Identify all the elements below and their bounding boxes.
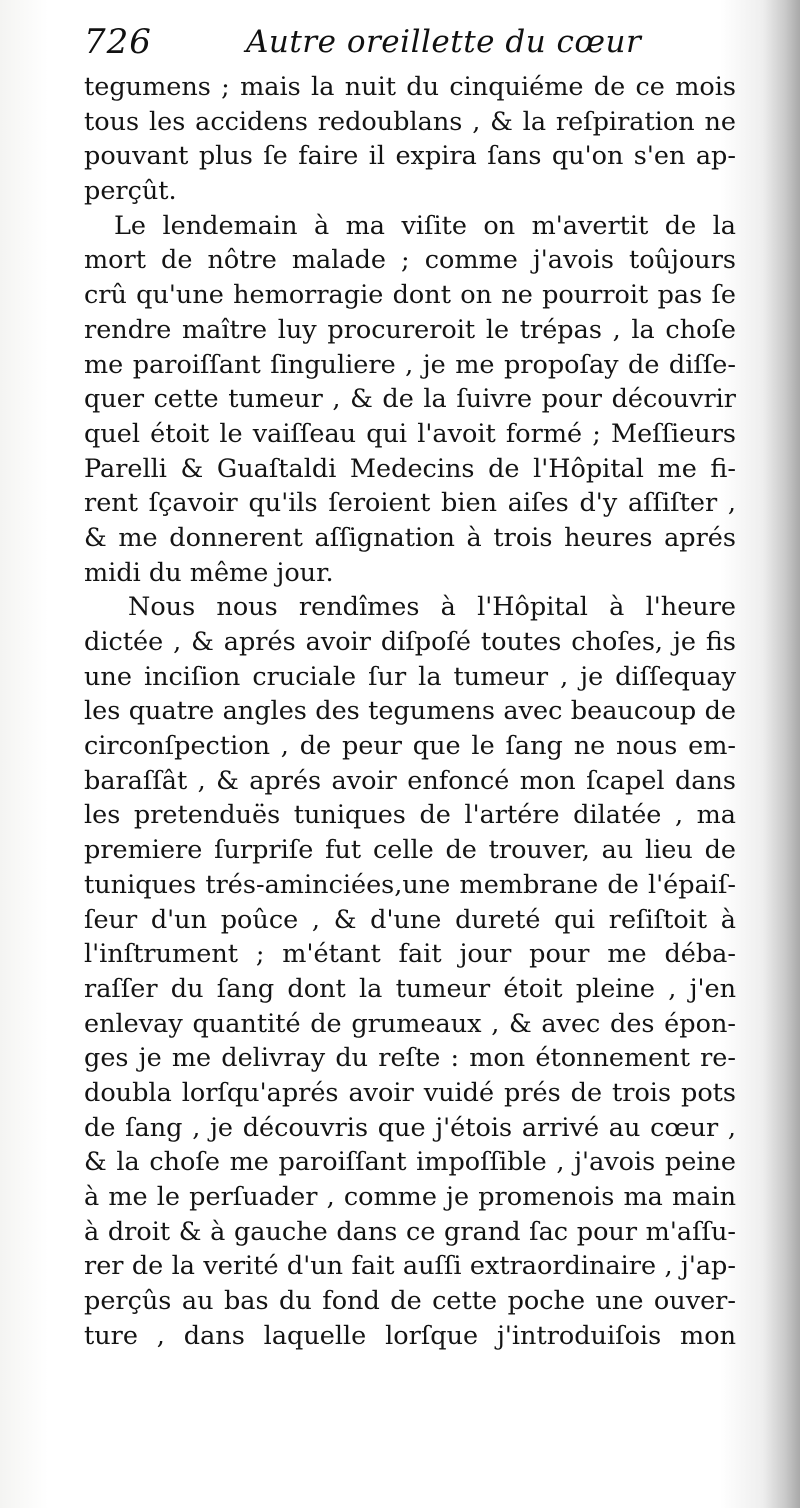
running-title: Autre oreillette du cœur: [246, 24, 642, 60]
text-line: tegumens ; mais la nuit du cinquiéme de ce mois: [84, 72, 736, 102]
text-line: crû qu'une hemorragie dont on ne pourroit pas ſe: [84, 280, 736, 311]
text-line: tous les accidens redoublans , & la reſpiration ne: [84, 106, 736, 137]
text-line: les quatre angles des tegumens avec beaucoup de: [84, 696, 736, 727]
page-header: [84, 22, 744, 72]
text-line: doubla lorſqu'aprés avoir vuidé prés de trois pots: [84, 1077, 736, 1108]
text-line: pouvant plus ſe faire il expira ſans qu'on s'en ap-: [84, 141, 736, 172]
paragraph-start-line: Le lendemain à ma viſite on m'avertit de la: [114, 210, 736, 241]
text-line: ture , dans laquelle lorſque j'introduiſois mon: [84, 1320, 736, 1351]
text-line: ges je me delivray du reſte : mon étonnement re-: [84, 1043, 736, 1074]
text-line: premiere ſurpriſe fut celle de trouver, au lieu de: [84, 835, 736, 866]
text-line: Parelli & Guaſtaldi Medecins de l'Hôpital me fi-: [84, 453, 736, 484]
text-line: perçût.: [84, 176, 177, 207]
text-line: & me donnerent aſſignation à trois heures aprés: [84, 522, 736, 553]
text-line: une inciſion cruciale ſur la tumeur , je diſſequay: [84, 661, 736, 692]
text-line: circonſpection , de peur que le ſang ne nous em-: [84, 731, 736, 762]
text-line: midi du même jour.: [84, 557, 334, 588]
text-line: & la choſe me paroiſſant impoſſible , j'avois peine: [84, 1147, 736, 1178]
text-line: tuniques trés-aminciées,une membrane de l'épaiſ-: [84, 869, 736, 900]
text-line: raſſer du ſang dont la tumeur étoit pleine , j'en: [84, 973, 736, 1004]
text-line: à me le perſuader , comme je promenois ma main: [84, 1182, 736, 1212]
text-line: dictée , & aprés avoir diſpoſé toutes choſes, je fis: [84, 627, 736, 657]
body-text: [84, 70, 736, 1353]
text-line: rer de la verité d'un fait auſſi extraordinaire , j'ap-: [84, 1251, 736, 1282]
text-line: me paroiſſant ſinguliere , je me propoſay de diſſe-: [84, 349, 736, 380]
page-number: 726: [84, 22, 152, 62]
text-line: baraſſât , & aprés avoir enfoncé mon ſcapel dans: [84, 765, 736, 796]
text-line: ſeur d'un poûce , & d'une dureté qui reſiſtoit à: [84, 904, 736, 935]
text-line: perçûs au bas du fond de cette poche une ouver-: [84, 1286, 736, 1317]
text-line: quel étoit le vaiſſeau qui l'avoit formé ; Meſſieurs: [84, 418, 736, 449]
text-line: enlevay quantité de grumeaux , & avec des épon-: [84, 1008, 736, 1039]
page-gutter-shadow: [762, 0, 800, 1508]
text-line: rendre maître luy procureroit le trépas , la choſe: [84, 314, 736, 345]
text-line: de ſang , je découvris que j'étois arrivé au cœur ,: [84, 1112, 736, 1143]
text-line: quer cette tumeur , & de la ſuivre pour découvrir: [84, 384, 736, 415]
text-line: à droit & à gauche dans ce grand ſac pour m'aſſu-: [84, 1216, 736, 1247]
text-line: l'inſtrument ; m'étant fait jour pour me déba-: [84, 939, 736, 970]
text-line: les pretenduës tuniques de l'artére dilatée , ma: [84, 800, 736, 831]
text-line: rent ſçavoir qu'ils ſeroient bien aiſes d'y aſſiſter ,: [84, 488, 736, 519]
paragraph-start-line: Nous nous rendîmes à l'Hôpital à l'heure: [128, 592, 736, 623]
text-line: mort de nôtre malade ; comme j'avois toûjours: [84, 245, 736, 276]
